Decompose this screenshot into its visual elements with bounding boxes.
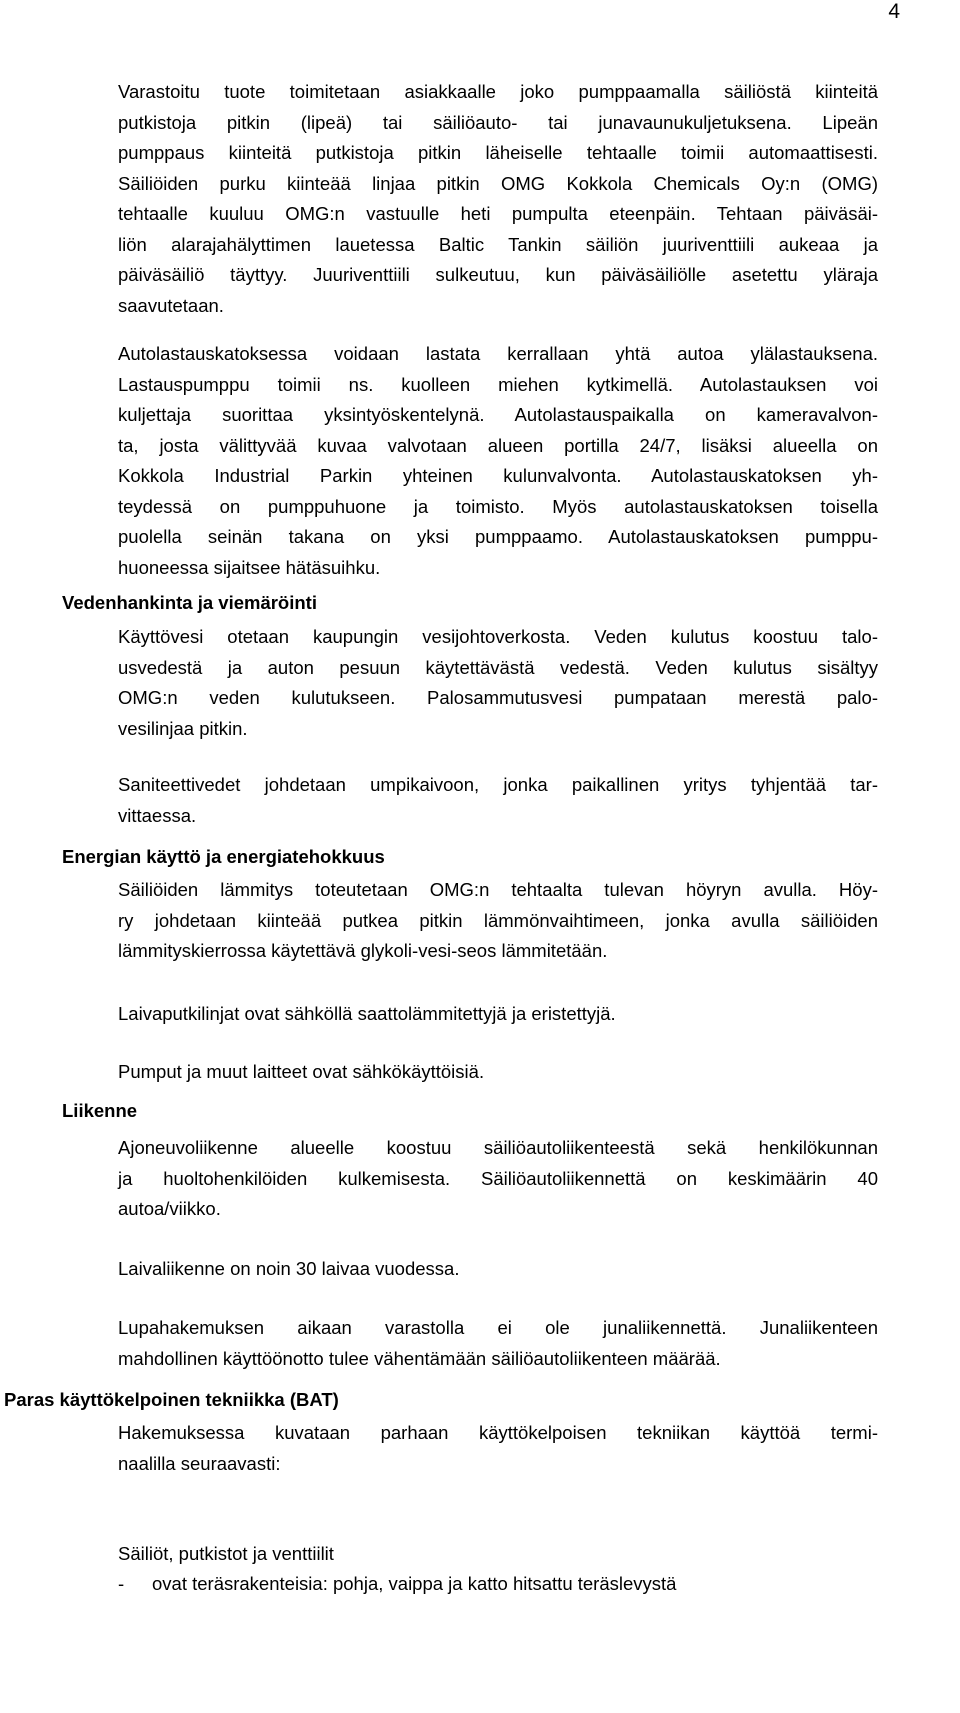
text-line: huoneessa sijaitsee hätäsuihku. [118,556,381,578]
text-line: Ajoneuvoliikenne alueelle koostuu säiliöautoliikenteestä sekä henkilökunnan [118,1137,878,1158]
text-line: saavutetaan. [118,294,224,316]
list-item-text: ovat teräsrakenteisia: pohja, vaippa ja katto hitsattu teräslevystä [152,1573,677,1594]
text-line: Varastoitu tuote toimitetaan asiakkaalle joko pumppaamalla säiliöstä kiinteitä [118,81,878,102]
text-line: kuljettaja suorittaa yksintyöskentelynä. Autolastauspaikalla on kameravalvon- [118,404,878,425]
heading-bat: Paras käyttökelpoinen tekniikka (BAT) [4,1389,339,1410]
text-line: OMG:n veden kulutukseen. Palosammutusvesi pumpataan merestä palo- [118,687,878,708]
text-line: Säiliöiden lämmitys toteutetaan OMG:n tehtaalta tulevan höyryn avulla. Höy- [118,879,878,900]
text-line: naalilla seuraavasti: [118,1452,281,1474]
text-line: usvedestä ja auton pesuun käytettävästä vedestä. Veden kulutus sisältyy [118,656,878,678]
text-line: pumppaus kiinteitä putkistoja pitkin läheiselle tehtaalle toimii automaattisesti. [118,142,878,163]
paragraph-tank-heating [118,875,878,967]
text-line: Säiliöiden purku kiinteää linjaa pitkin OMG Kokkola Chemicals Oy:n (OMG) [118,172,878,194]
text-line: puolella seinän takana on yksi pumppaamo. Autolastauskatoksen pumppu- [118,526,878,547]
paragraph-rail-traffic [118,1313,878,1374]
text-line: vesilinjaa pitkin. [118,717,248,739]
paragraph-bat-intro [118,1418,878,1479]
heading-water-supply: Vedenhankinta ja viemäröinti [62,592,317,613]
heading-traffic: Liikenne [62,1100,138,1121]
text-line: vittaessa. [118,804,197,826]
heading-energy-use: Energian käyttö ja energiatehokkuus [62,846,385,867]
text-line: autoa/viikko. [118,1198,221,1219]
list-item [118,1569,676,1599]
text-line: päiväsäiliö täyttyy. Juuriventtiili sulkeutuu, kun päiväsäiliölle asetettu yläraja [118,264,878,285]
text-line: teydessä on pumppuhuone ja toimisto. Myös autolastauskatoksen toisella [118,495,878,517]
paragraph-pumps [118,1057,878,1088]
text-line: putkistoja pitkin (lipeä) tai säiliöauto- tai junavaunukuljetuksena. Lipeän [118,111,878,133]
text-line: Kokkola Industrial Parkin yhteinen kulunvalvonta. Autolastauskatoksen yh- [118,465,878,486]
text-line: Pumput ja muut laitteet ovat sähkökäyttöisiä. [118,1061,485,1082]
paragraph-ship-traffic [118,1254,878,1285]
text-line: ry johdetaan kiinteää putkea pitkin lämmönvaihtimeen, jonka avulla säiliöiden [118,909,878,931]
text-line: Käyttövesi otetaan kaupungin vesijohtoverkosta. Veden kulutus koostuu talo- [118,626,878,647]
text-line: ja huoltohenkilöiden kulkemisesta. Säiliöautoliikennettä on keskimäärin 40 [118,1167,878,1189]
paragraph-ship-pipelines [118,999,878,1030]
paragraph-vehicle-traffic [118,1133,878,1225]
text-line: Saniteettivedet johdetaan umpikaivoon, jonka paikallinen yritys tyhjentää tar- [118,774,878,795]
text-line: Laivaliikenne on noin 30 laivaa vuodessa. [118,1258,460,1279]
text-line: Lupahakemuksen aikaan varastolla ei ole junaliikennettä. Junaliikenteen [118,1317,878,1338]
text-line: lämmityskierrossa käytettävä glykoli-vesi-seos lämmitetään. [118,940,608,961]
text-line: Laivaputkilinjat ovat sähköllä saattolämmitettyjä ja eristettyjä. [118,1003,616,1024]
text-line: Lastauspumppu toimii ns. kuolleen miehen kytkimellä. Autolastauksen voi [118,373,878,395]
page-number: 4 [888,0,900,23]
text-line: ta, josta välittyvää kuvaa valvotaan alueen portilla 24/7, lisäksi alueella on [118,434,878,456]
text-line: mahdollinen käyttöönotto tulee vähentämään säiliöautoliikenteen määrää. [118,1347,721,1369]
paragraph-truck-loading [118,339,878,583]
text-line: liön alarajahälyttimen lauetessa Baltic Tankin säiliön juuriventtiili aukeaa ja [118,233,878,255]
text-line: Autolastauskatoksessa voidaan lastata kerrallaan yhtä autoa ylälastauksena. [118,343,878,364]
paragraph-process-water [118,622,878,744]
list-bullet: - [118,1573,125,1594]
paragraph-tanks-pipes-valves [118,1539,878,1570]
text-line: tehtaalle kuuluu OMG:n vastuulle heti pumpulta eteenpäin. Tehtaan päiväsäi- [118,203,878,224]
text-line: Säiliöt, putkistot ja venttiilit [118,1543,334,1564]
paragraph-product-delivery [118,77,878,321]
text-line: Hakemuksessa kuvataan parhaan käyttökelpoisen tekniikan käyttöä termi- [118,1422,878,1443]
paragraph-sanitary-water [118,770,878,831]
